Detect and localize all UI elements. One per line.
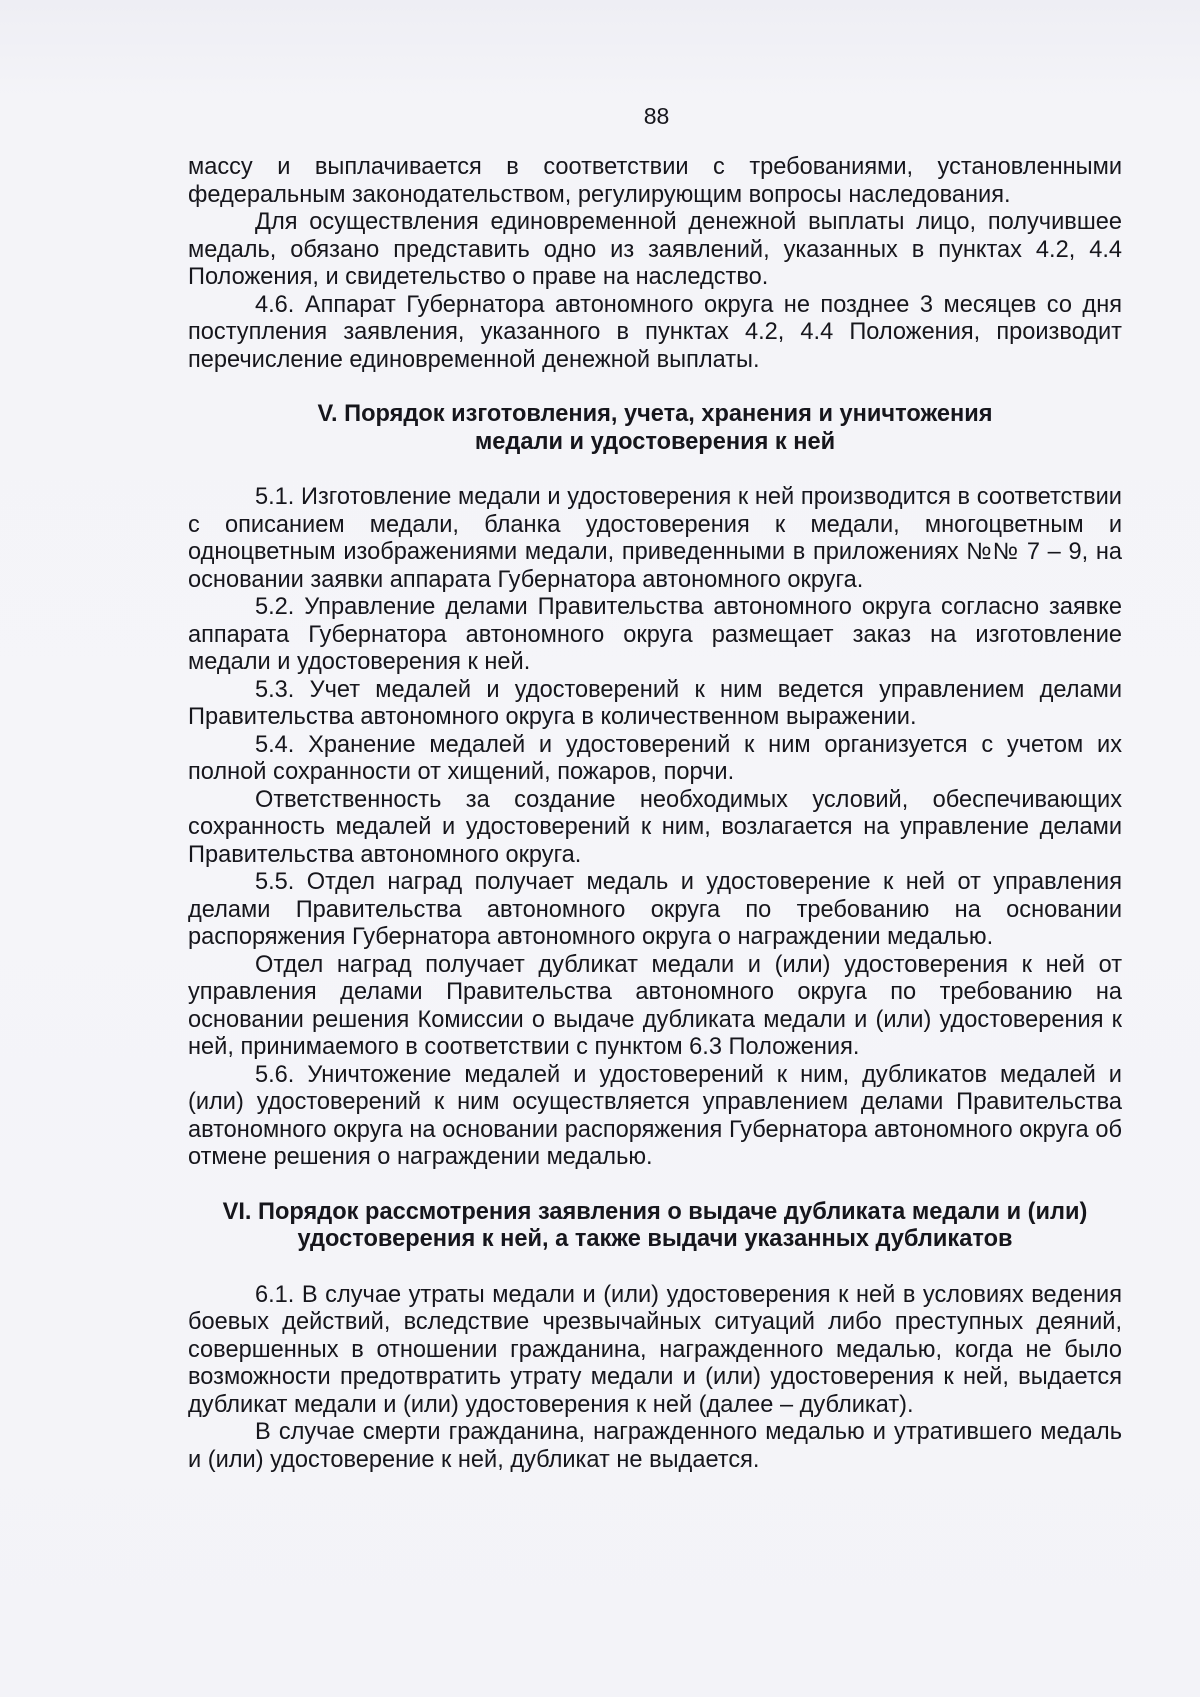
section-5-heading <box>188 401 1122 456</box>
paragraph-5-5: 5.5. Отдел наград получает медаль и удостоверение к ней от управления делами Правительства автономного округа по требованию на основании распоряжения Губернатора автономного округа о награждении медалью. <box>188 869 1122 950</box>
paragraph-4-6: 4.6. Аппарат Губернатора автономного округа не позднее 3 месяцев со дня поступления заявления, указанного в пунктах 4.2, 4.4 Положения, производит перечисление единовременной денежной выплаты. <box>188 291 1122 373</box>
paragraph-5-4: 5.4. Хранение медалей и удостоверений к ним организуется с учетом их полной сохранности от хищений, пожаров, порчи. <box>188 731 1122 785</box>
document-body <box>188 154 1122 1474</box>
paragraph-5-6: 5.6. Уничтожение медалей и удостоверений к ним, дубликатов медалей и (или) удостоверений к ним осуществляется управлением делами Правительства автономного округа на основании распоряжения Губернатора автономного округа об отмене решения о награждении медалью. <box>188 1061 1122 1170</box>
section-6-heading <box>188 1199 1122 1254</box>
section-6-heading-line-1: VI. Порядок рассмотрения заявления о выдаче дубликата медали и (или) <box>222 1198 1088 1225</box>
paragraph: Отдел наград получает дубликат медали и (или) удостоверения к ней от управления делами Правительства автономного округа по требованию на основании решения Комиссии о выдаче дубликата медали и (или) удостоверения к ней, принимаемого в соответствии с пунктом 6.3 Положения. <box>188 951 1122 1060</box>
paragraph-5-2: 5.2. Управление делами Правительства автономного округа согласно заявке аппарата Губернатора автономного округа размещает заказ на изготовление медали и удостоверения к ней. <box>188 594 1122 675</box>
page-number: 88 <box>643 103 670 129</box>
paragraph: Для осуществления единовременной денежной выплаты лицо, получившее медаль, обязано представить одно из заявлений, указанных в пунктах 4.2, 4.4 Положения, и свидетельство о праве на наследство. <box>188 209 1122 290</box>
paragraph-continuation: массу и выплачивается в соответствии с требованиями, установленными федеральным законодательством, регулирующим вопросы наследования. <box>188 154 1122 208</box>
section-6-heading-line-2: удостоверения к ней, а также выдачи указанных дубликатов <box>297 1226 1013 1252</box>
paragraph: Ответственность за создание необходимых условий, обеспечивающих сохранность медалей и удостоверений к ним, возлагается на управление делами Правительства автономного округа. <box>188 786 1122 868</box>
section-5-heading-line-1: V. Порядок изготовления, учета, хранения и уничтожения <box>317 401 993 427</box>
paragraph-6-1: 6.1. В случае утраты медали и (или) удостоверения к ней в условиях ведения боевых действий, вследствие чрезвычайных ситуаций либо преступных деяний, совершенных в отношении гражданина, награжденного медалью, когда не было возможности предотвратить утрату медали и (или) удостоверения к ней, выдается дубликат медали и (или) удостоверения к ней (далее – дубликат). <box>188 1281 1122 1418</box>
paragraph-5-1: 5.1. Изготовление медали и удостоверения к ней производится в соответствии с описанием медали, бланка удостоверения к медали, многоцветным и одноцветным изображениями медали, приведенными в приложениях №№ 7 – 9, на основании заявки аппарата Губернатора автономного округа. <box>188 484 1122 593</box>
section-5-heading-line-2: медали и удостоверения к ней <box>474 428 836 455</box>
paragraph: В случае смерти гражданина, награжденного медалью и утратившего медаль и (или) удостоверение к ней, дубликат не выдается. <box>188 1419 1122 1473</box>
paragraph-5-3: 5.3. Учет медалей и удостоверений к ним ведется управлением делами Правительства автономного округа в количественном выражении. <box>188 676 1122 730</box>
